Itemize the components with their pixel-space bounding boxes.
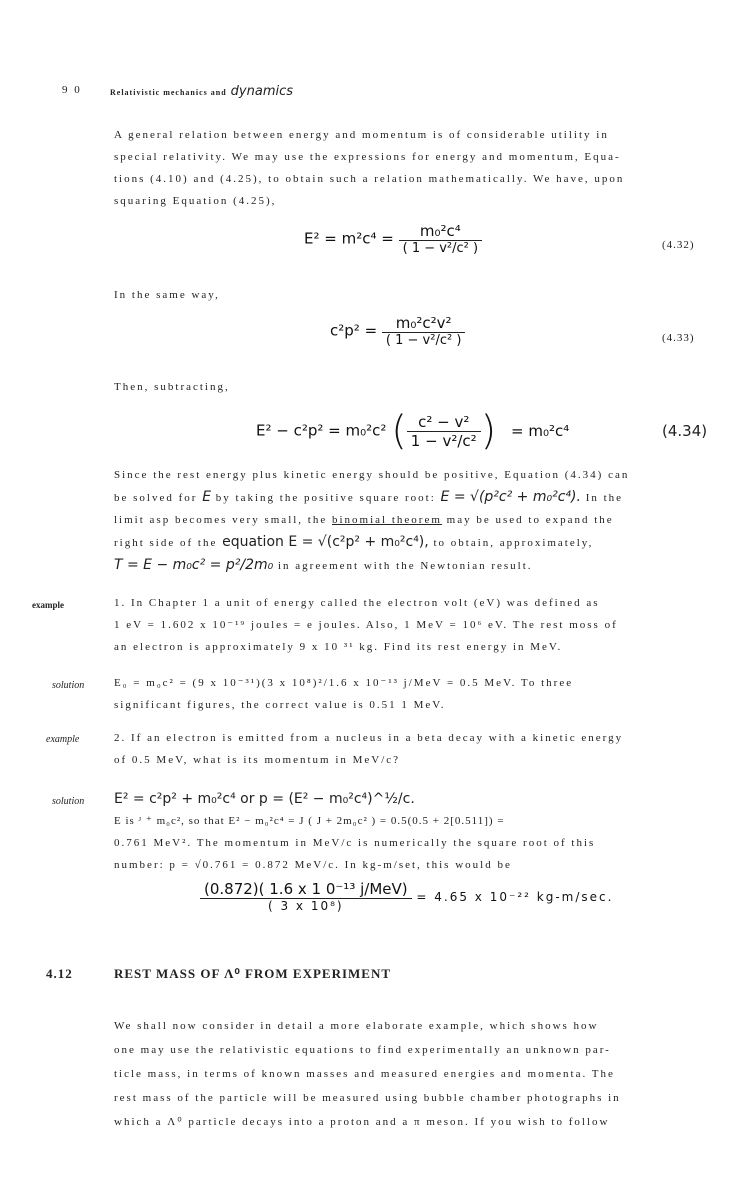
text-line: special relativity. We may use the expressions for energy and momentum, Equa- <box>114 151 621 163</box>
equation-lhs: E² = m²c⁴ = <box>304 229 394 248</box>
text-line: one may use the relativistic equations to find experimentally an unknown par- <box>114 1044 611 1056</box>
running-title <box>110 82 293 100</box>
text-line: of 0.5 MeV, what is its momentum in MeV/c? <box>114 754 401 766</box>
equation-4-34: E² − c²p² = m₀²c² ( $\frac{\text{c² − v²}}{\text{1 − v²/c²}}$ ) = m₀²c⁴ <box>256 408 570 454</box>
equation-fraction <box>382 314 465 348</box>
text-line: 2. If an electron is emitted from a nucleus in a beta decay with a kinetic energy <box>114 732 624 744</box>
margin-label-solution: solution <box>52 680 85 691</box>
text-line: We shall now consider in detail a more elaborate example, which shows how <box>114 1020 599 1032</box>
equation-number: (4.33) <box>662 332 695 344</box>
fraction-numerator: m₀²c⁴ <box>399 222 482 241</box>
text-line: In the same way, <box>114 289 220 301</box>
fraction-denominator: ( 1 − v²/c² ) <box>402 241 479 256</box>
math-span: T = E − m₀c² = p²/2m₀ <box>114 557 274 573</box>
math-span: E <box>202 489 212 505</box>
text-line: E² = c²p² + m₀²c⁴ or p = (E² − m₀²c⁴)^½/c. <box>114 791 415 807</box>
text-span: to obtain, approximately, <box>433 537 594 549</box>
equation-fraction <box>399 222 482 256</box>
running-title-prefix: Relativistic mechanics and <box>110 88 227 97</box>
fraction-denominator: 1 − v²/c² <box>410 431 477 450</box>
text-line: E₀ = m₀c² = (9 x 10⁻³¹)(3 x 10⁸)²/1.6 x 10⁻¹³ j/MeV = 0.5 MeV. To three <box>114 677 574 689</box>
fraction-denominator: ( 1 − v²/c² ) <box>385 333 462 348</box>
example-2 <box>114 727 706 771</box>
text-line: significant figures, the correct value is 0.51 1 MeV. <box>114 699 446 711</box>
text-line: E is ᴶ ⁺ m₀c², so that E² − m₀²c⁴ = J ( J + 2m₀c² ) = 0.5(0.5 + 2[0.511]) = <box>114 815 505 827</box>
fraction-numerator: m₀²c²v² <box>382 314 465 333</box>
margin-label-example: example <box>46 734 80 745</box>
closing-paragraph <box>114 1014 706 1134</box>
equation-rhs: = 4.65 x 10⁻²² kg-m/sec. <box>416 890 614 904</box>
since-paragraph <box>114 464 706 577</box>
solution-1 <box>114 672 706 716</box>
equation-lhs: c²p² = <box>330 321 378 340</box>
equation-fraction <box>407 413 481 450</box>
example-1 <box>114 592 706 658</box>
margin-label-example: example <box>32 600 64 610</box>
text-line: 0.761 MeV². The momentum in MeV/c is numerically the square root of this <box>114 837 596 849</box>
text-line: ticle mass, in terms of known masses and measured energies and momenta. The <box>114 1068 615 1080</box>
fraction-numerator: (0.872)( 1.6 x 1 0⁻¹³ j/MeV) <box>200 880 412 899</box>
text-line: Since the rest energy plus kinetic energy should be positive, Equation (4.34) can <box>114 469 630 481</box>
fraction-denominator: ( 3 x 10⁸) <box>267 899 344 913</box>
math-span: equation E = √(c²p² + m₀²c⁴), <box>222 534 429 550</box>
equation-fraction <box>200 880 412 913</box>
momentum-conversion <box>200 880 613 913</box>
section-number: 4.12 <box>46 966 73 981</box>
text-span: by taking the positive square root: <box>215 492 436 504</box>
equation-number: (4.34) <box>662 422 708 440</box>
fraction-numerator: c² − v² <box>407 413 481 432</box>
text-span: right side of the <box>114 537 218 549</box>
text-line: an electron is approximately 9 x 10 ³¹ kg. Find its rest energy in MeV. <box>114 641 563 653</box>
text-line: number: p = √0.761 = 0.872 MeV/c. In kg-m/set, this would be <box>114 859 512 871</box>
page-number: 9 0 <box>62 84 82 96</box>
intro-paragraph <box>114 124 704 212</box>
text-line: tions (4.10) and (4.25), to obtain such a relation mathematically. We have, upon <box>114 173 625 185</box>
margin-label-solution: solution <box>52 796 85 807</box>
text-line: A general relation between energy and momentum is of considerable utility in <box>114 129 609 141</box>
text-span: be solved for <box>114 492 198 504</box>
text-line: 1. In Chapter 1 a unit of energy called the electron volt (eV) was defined as <box>114 597 600 609</box>
text-span: in agreement with the Newtonian result. <box>277 560 533 572</box>
text-span: In the <box>585 492 624 504</box>
equation-lhs: E² − c²p² = m₀²c² <box>256 421 387 440</box>
text-span: limit asp becomes very small, the <box>114 514 328 526</box>
text-line: which a Λ⁰ particle decays into a proton and a π meson. If you wish to follow <box>114 1116 610 1128</box>
equation-4-32 <box>304 222 482 256</box>
equation-number: (4.32) <box>662 239 695 251</box>
text-line: 1 eV = 1.602 x 10⁻¹⁹ joules = e joules. Also, 1 MeV = 10⁶ eV. The rest moss of <box>114 619 618 631</box>
math-span: E = √(p²c² + m₀²c⁴). <box>440 489 581 505</box>
section-title: REST MASS OF Λ⁰ FROM EXPERIMENT <box>114 966 392 981</box>
text-line: rest mass of the particle will be measured using bubble chamber photographs in <box>114 1092 621 1104</box>
text-span: may be used to expand the <box>446 514 614 526</box>
text-line: Then, subtracting, <box>114 381 230 393</box>
equation-rhs: = m₀²c⁴ <box>511 421 570 440</box>
solution-2 <box>114 788 706 876</box>
running-title-suffix: dynamics <box>230 84 294 99</box>
text-span: binomial theorem <box>332 514 442 526</box>
equation-4-33 <box>330 314 465 348</box>
text-line: squaring Equation (4.25), <box>114 195 277 207</box>
